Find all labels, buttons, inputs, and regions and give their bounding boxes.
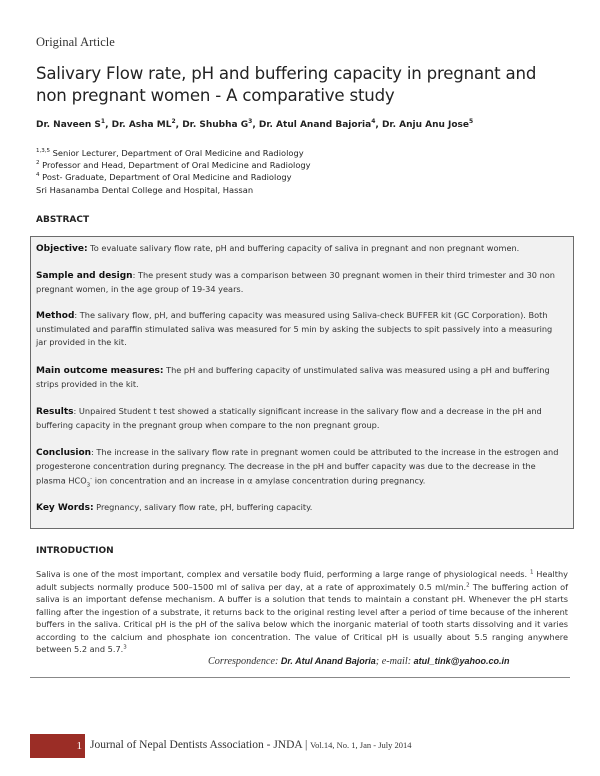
author-1: Dr. Naveen $S^1$, [36,118,112,130]
footer-divider [30,677,570,678]
abstract-main-outcome: Main outcome measures: The pH and buffering capacity of unstimulated saliva was measured using a pH and buffering strips provided in the kit. [36,365,550,389]
correspondence-line: Correspondence: Dr. Atul Anand Bajoria; e-mail: atul_tink@yahoo.co.in [208,656,510,667]
author-5: Dr. Anju Anu Jose$^5$ [381,118,474,130]
author-4: Dr. Atul Anand Bajoria$^4$, [258,118,382,130]
author-2: Dr. Asha $ML^2$, [111,118,183,130]
page-number: 1 [30,734,85,758]
affiliation-3: $^4$ Post- Graduate, Department of Oral Medicine and Radiology [36,172,292,183]
journal-volume: Vol.14, No. 1, Jan - July 2014 [310,740,412,750]
abstract-heading: ABSTRACT [36,215,90,225]
title-line-2: non pregnant women - A comparative study [36,86,395,105]
abstract-conclusion: Conclusion: The increase in the salivary flow rate in pregnant women could be attributed to the increase in the estrogen and progesterone concentration during pregnancy. The decrease in the pH and buffer capacity was due to the decrease in the plasma $HCO_3^-$ ion concentration and an increase in α amylase concentration during pregnancy. [36,447,559,489]
affiliation-1: $^{1,3,5}$ Senior Lecturer, Department of Oral Medicine and Radiology [36,148,304,158]
abstract-objective: Objective: To evaluate salivary flow rate, pH and buffering capacity of saliva in pregnant and non pregnant women. [36,243,520,254]
affiliation-4: Sri Hasanamba Dental College and Hospital, Hassan [36,184,254,195]
affiliation-2: $^2$ Professor and Head, Department of Oral Medicine and Radiology [36,160,311,171]
article-title [36,63,576,107]
abstract-sample-design: Sample and design: The present study was a comparison between 30 pregnant women in their third trimester and 30 non pregnant women, in the age group of 19-34 years. [36,270,555,294]
introduction-paragraph: Saliva is one of the most important, complex and versatile body fluid, performing a large range of physiological needs. $^1$ Healthy adult subjects normally produce 500–1500 ml of saliva per day, at a rate of approximately 0.5 ml/min.$^2$ The buffering action of saliva is an important defense mechanism. A buffer is a solution that tends to maintain a constant pH. Whenever the pH starts falling after the ingestion of a substrate, it returns back to the original resting level after a period of time because of the inherent buffers in the saliva. Critical pH is the pH of the saliva below which the inorganic material of tooth starts dissolving and it varies according to the calcium and phosphate ion concentration. The value of Critical pH is usually about 5.5 ranging anywhere between 5.2 and 5.7.$^3$ [36,569,568,654]
abstract-keywords: Key Words: Pregnancy, salivary flow rate, pH, buffering capacity. [36,502,313,513]
abstract-results: Results: Unpaired Student t test showed a statically significant increase in the salivary flow and a decrease in the pH and buffering capacity in the pregnant group when compare to the non pregnant group. [36,406,542,430]
abstract-method: Method: The salivary flow, pH, and buffering capacity was measured using Saliva-check BUFFER kit (GC Corporation). Both unstimulated and paraffin stimulated saliva was measured for 5 min by asking the subjects to spit passively into a measuring jar provided in the kit. [36,310,553,347]
journal-footer: Journal of Nepal Dentists Association - JNDA | Vol.14, No. 1, Jan - July 2014 [90,739,412,751]
title-line-1: Salivary Flow rate, pH and buffering capacity in pregnant and [36,64,537,83]
author-3: Dr. Shubha $G^3$, [182,118,259,130]
correspondence-name: Dr. Atul Anand Bajoria [280,656,376,666]
article-type: Original Article [36,35,115,49]
author-list [36,120,473,130]
affiliations [36,147,311,196]
introduction-heading: INTRODUCTION [36,546,114,556]
correspondence-email[interactable]: atul_tink@yahoo.co.in [413,656,510,666]
